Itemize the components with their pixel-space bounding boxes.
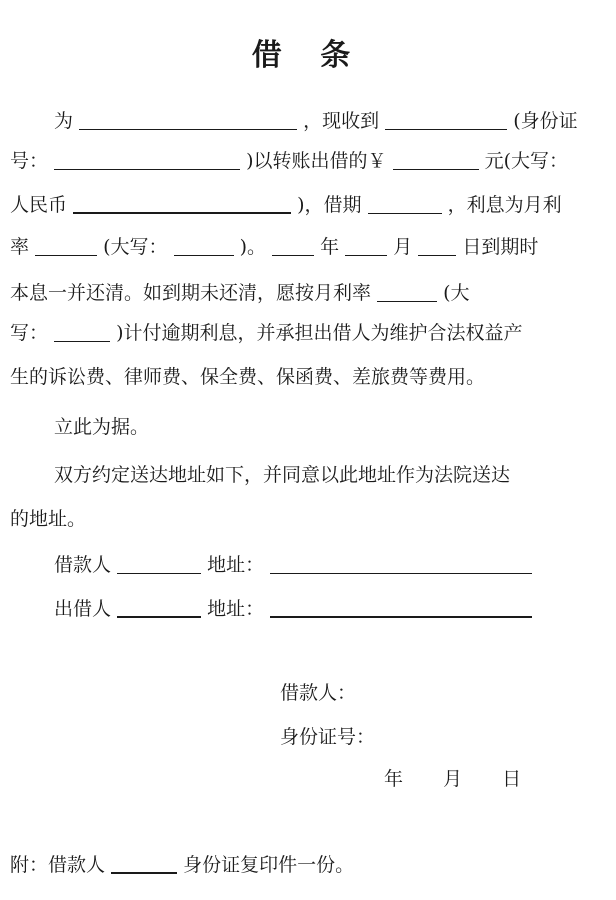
due-year-blank[interactable] (272, 235, 314, 256)
document-title: 借 条 (251, 38, 365, 73)
body-line-3: 人民币 )，借期 ，利息为月利 (10, 194, 562, 216)
lender-name-blank[interactable] (79, 109, 297, 130)
loan-term-blank[interactable] (368, 193, 442, 214)
body-line-5: 本息一并还清。如到期未还清，愿按月利率 (大 (10, 282, 470, 304)
signature-borrower: 借款人： (280, 682, 357, 704)
monthly-rate-uppercase-blank[interactable] (174, 235, 234, 256)
signature-date (384, 766, 521, 792)
amount-blank[interactable] (393, 149, 479, 170)
body-line-2: 号： )以转账出借的￥ 元(大写： (10, 150, 569, 172)
lender-signature-blank[interactable] (117, 596, 201, 618)
monthly-rate-blank[interactable] (35, 235, 97, 256)
body-line-6: 写： )计付逾期利息，并承担出借人为维护合法权益产 (10, 322, 523, 344)
borrower-address-row: 借款人 地址： (54, 552, 532, 578)
borrower-signature-blank[interactable] (117, 553, 201, 574)
id-number-blank[interactable] (54, 149, 240, 170)
signature-year: 年 (384, 768, 404, 790)
body-line-9: 双方约定送达地址如下，并同意以此地址作为法院送达 (54, 464, 511, 486)
due-month-blank[interactable] (345, 235, 387, 256)
borrower-address-blank[interactable] (270, 553, 532, 574)
body-line-1: 为 ，现收到 (身份证 (54, 110, 578, 132)
overdue-rate-blank[interactable] (377, 281, 437, 302)
overdue-rate-uppercase-blank[interactable] (54, 321, 110, 342)
lender-address-blank[interactable] (270, 596, 532, 618)
body-line-7: 生的诉讼费、律师费、保全费、保函费、差旅费等费用。 (10, 366, 486, 388)
body-line-8: 立此为据。 (54, 416, 150, 438)
amount-uppercase-blank[interactable] (73, 192, 291, 214)
signature-id-number: 身份证号： (280, 726, 376, 748)
signature-day: 日 (502, 768, 522, 790)
body-line-4: 率 (大写： )。 年 月 日到期时 (10, 236, 539, 258)
borrower-name-blank[interactable] (385, 109, 507, 130)
attachment-borrower-blank[interactable] (111, 852, 177, 874)
signature-month: 月 (443, 768, 463, 790)
due-day-blank[interactable] (418, 235, 456, 256)
body-line-10: 的地址。 (10, 508, 87, 530)
attachment-note: 附：借款人 身份证复印件一份。 (10, 854, 355, 876)
lender-address-row: 出借人 地址： (54, 596, 532, 622)
